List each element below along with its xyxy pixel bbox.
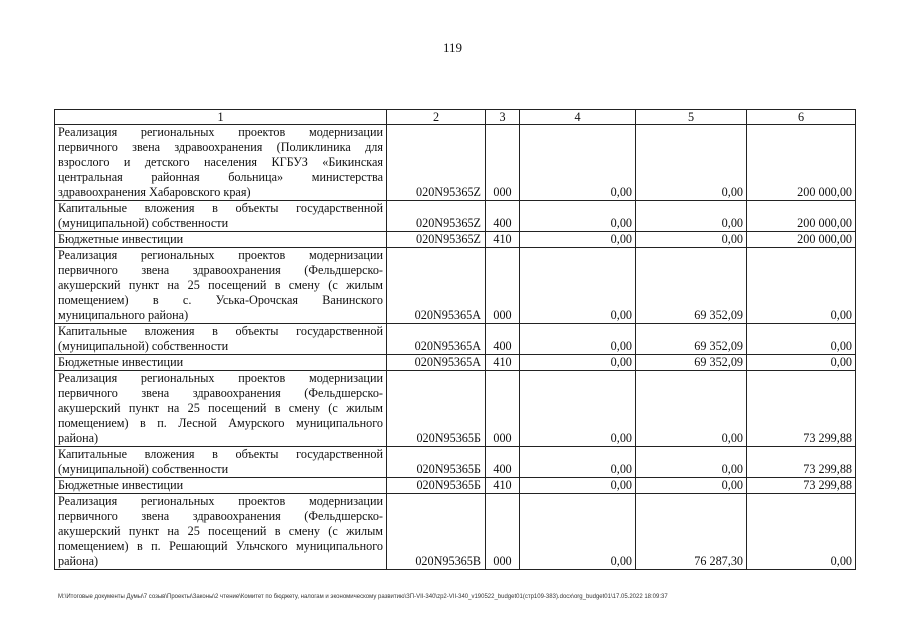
header-cell: 2 — [387, 110, 486, 125]
table-row — [55, 201, 856, 232]
row-name-cell: Капитальные вложения в объекты государственной (муниципальной) собственности — [55, 201, 387, 232]
row-code-cell: 020N95365A — [387, 324, 486, 355]
row-expense-type-cell: 000 — [486, 125, 520, 201]
row-amount-col6-cell: 73 299,88 — [747, 447, 856, 478]
row-amount-col4-cell: 0,00 — [520, 125, 636, 201]
row-amount-col4-cell: 0,00 — [520, 478, 636, 494]
row-amount-col5-cell: 0,00 — [636, 478, 747, 494]
header-cell: 5 — [636, 110, 747, 125]
page-number: 119 — [442, 40, 463, 55]
header-cell: 3 — [486, 110, 520, 125]
row-code-cell: 020N95365Б — [387, 478, 486, 494]
row-name-cell: Капитальные вложения в объекты государственной (муниципальной) собственности — [55, 447, 387, 478]
row-expense-type-cell: 410 — [486, 232, 520, 248]
budget-table — [54, 109, 856, 570]
row-code-cell: 020N95365A — [387, 248, 486, 324]
table-row — [55, 232, 856, 248]
row-code-cell: 020N95365В — [387, 494, 486, 570]
row-expense-type-cell: 410 — [486, 355, 520, 371]
row-code-cell: 020N95365Z — [387, 232, 486, 248]
row-amount-col5-cell: 69 352,09 — [636, 355, 747, 371]
row-amount-col5-cell: 0,00 — [636, 125, 747, 201]
row-amount-col4-cell: 0,00 — [520, 248, 636, 324]
file-path-footer: M:\Итоговые документы Думы\7 созыв\Проекты\Законы\2 чтение\Комитет по бюджету, налогам и экономическому развитию\ЗП-VII-340\zp2-VII-340_v190522_budget01(стр109-383).docx\org_budget01\17.05.2022 18:09:37 — [58, 594, 668, 600]
row-amount-col6-cell: 200 000,00 — [747, 201, 856, 232]
table-header-row — [55, 110, 856, 125]
row-code-cell: 020N95365Б — [387, 371, 486, 447]
row-name-cell: Бюджетные инвестиции — [55, 232, 387, 248]
table-row — [55, 125, 856, 201]
row-amount-col4-cell: 0,00 — [520, 355, 636, 371]
row-amount-col6-cell: 73 299,88 — [747, 371, 856, 447]
table-row — [55, 447, 856, 478]
row-code-cell: 020N95365Б — [387, 447, 486, 478]
row-expense-type-cell: 400 — [486, 447, 520, 478]
header-cell: 4 — [520, 110, 636, 125]
table-row — [55, 494, 856, 570]
row-name-cell: Реализация региональных проектов модернизации первичного звена здравоохранения (Фельдшерско-акушерский пункт на 25 посещений в смену (с жилым помещением) в п. Лесной Амурского муниципального района) — [55, 371, 387, 447]
row-amount-col5-cell: 69 352,09 — [636, 324, 747, 355]
row-amount-col5-cell: 0,00 — [636, 447, 747, 478]
row-name-cell: Реализация региональных проектов модернизации первичного звена здравоохранения (Фельдшерско-акушерский пункт на 25 посещений в смену (с жилым помещением) в п. Решающий Ульчского муниципального района) — [55, 494, 387, 570]
row-amount-col5-cell: 69 352,09 — [636, 248, 747, 324]
row-amount-col4-cell: 0,00 — [520, 371, 636, 447]
row-expense-type-cell: 000 — [486, 494, 520, 570]
table-row — [55, 371, 856, 447]
table-row — [55, 478, 856, 494]
row-amount-col5-cell: 0,00 — [636, 371, 747, 447]
row-expense-type-cell: 000 — [486, 371, 520, 447]
row-amount-col6-cell: 200 000,00 — [747, 125, 856, 201]
table-row — [55, 248, 856, 324]
row-name-cell: Реализация региональных проектов модернизации первичного звена здравоохранения (Поликлиника для взрослого и детского населения КГБУЗ «Бикинская центральная районная больница» министерства здравоохранения Хабаровского края) — [55, 125, 387, 201]
row-amount-col5-cell: 0,00 — [636, 232, 747, 248]
row-code-cell: 020N95365Z — [387, 125, 486, 201]
table-row — [55, 355, 856, 371]
row-expense-type-cell: 000 — [486, 248, 520, 324]
row-amount-col4-cell: 0,00 — [520, 201, 636, 232]
row-amount-col4-cell: 0,00 — [520, 447, 636, 478]
row-amount-col6-cell: 0,00 — [747, 355, 856, 371]
row-expense-type-cell: 400 — [486, 324, 520, 355]
row-amount-col6-cell: 73 299,88 — [747, 478, 856, 494]
row-expense-type-cell: 400 — [486, 201, 520, 232]
row-amount-col4-cell: 0,00 — [520, 324, 636, 355]
row-amount-col4-cell: 0,00 — [520, 494, 636, 570]
header-cell: 1 — [55, 110, 387, 125]
row-code-cell: 020N95365Z — [387, 201, 486, 232]
row-name-cell: Бюджетные инвестиции — [55, 478, 387, 494]
row-code-cell: 020N95365A — [387, 355, 486, 371]
row-amount-col5-cell: 76 287,30 — [636, 494, 747, 570]
row-name-cell: Реализация региональных проектов модернизации первичного звена здравоохранения (Фельдшерско-акушерский пункт на 25 посещений в смену (с жилым помещением) в с. Уська-Орочская Ванинского муниципального района) — [55, 248, 387, 324]
row-amount-col4-cell: 0,00 — [520, 232, 636, 248]
row-name-cell: Капитальные вложения в объекты государственной (муниципальной) собственности — [55, 324, 387, 355]
row-name-cell: Бюджетные инвестиции — [55, 355, 387, 371]
row-amount-col6-cell: 200 000,00 — [747, 232, 856, 248]
row-amount-col6-cell: 0,00 — [747, 324, 856, 355]
row-amount-col5-cell: 0,00 — [636, 201, 747, 232]
table-row — [55, 324, 856, 355]
header-cell: 6 — [747, 110, 856, 125]
row-amount-col6-cell: 0,00 — [747, 494, 856, 570]
row-expense-type-cell: 410 — [486, 478, 520, 494]
row-amount-col6-cell: 0,00 — [747, 248, 856, 324]
